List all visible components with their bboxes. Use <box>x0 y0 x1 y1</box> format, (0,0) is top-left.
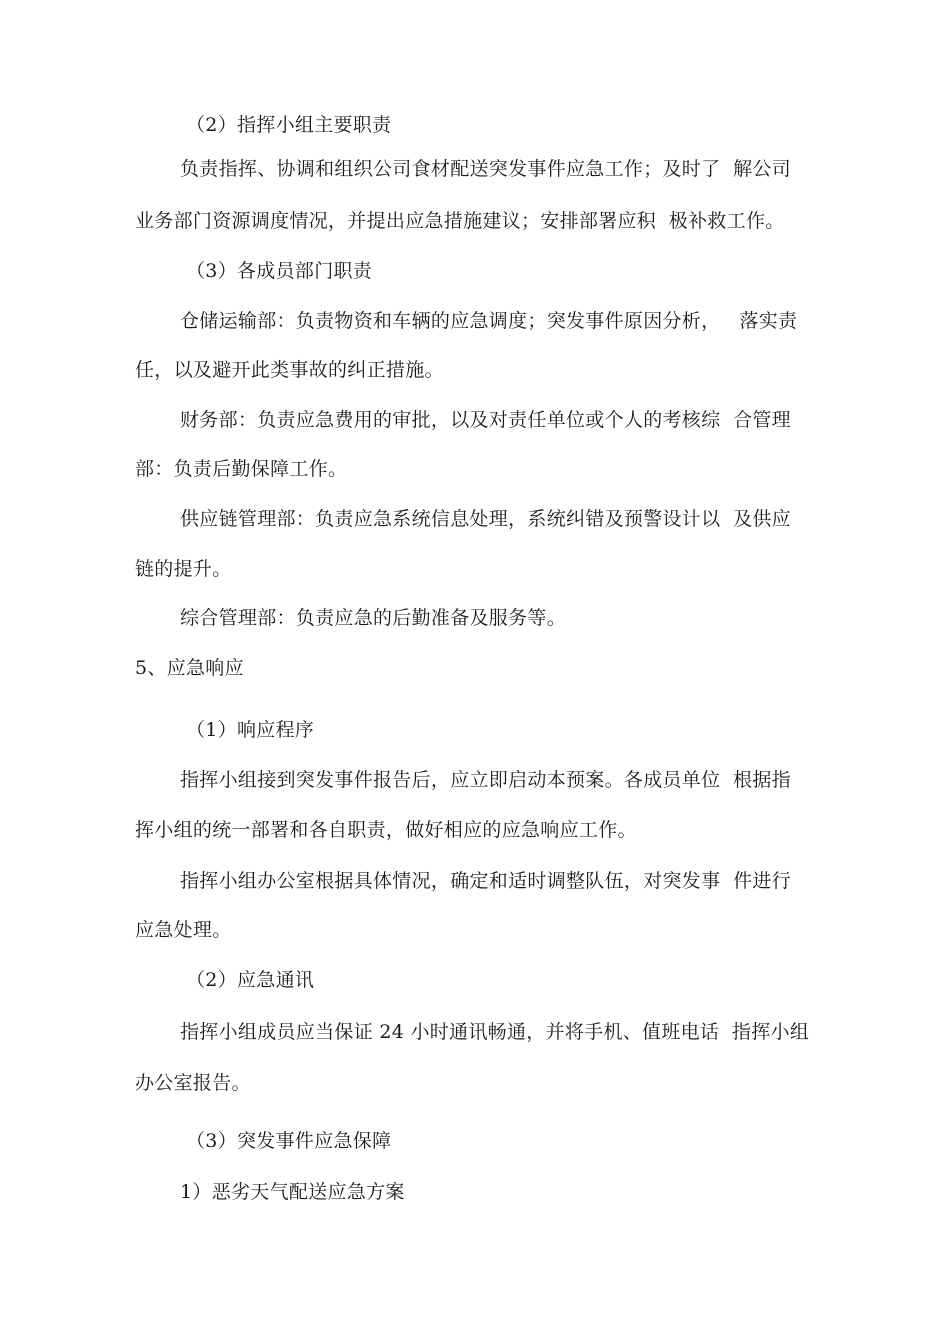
paragraph-line: 应急处理。 <box>135 919 232 941</box>
paragraph-line: 部：负责后勤保障工作。 <box>135 458 348 480</box>
heading-member-dept-duties: （3）各成员部门职责 <box>186 260 373 282</box>
paragraph-line: 综合管理部：负责应急的后勤准备及服务等。 <box>180 607 567 629</box>
section-heading-emergency-response: 5、应急响应 <box>135 657 244 679</box>
heading-emergency-communication: （2）应急通讯 <box>186 969 315 991</box>
paragraph-line: 指挥小组成员应当保证 24 小时通讯畅通，并将手机、值班电话 指挥小组 <box>180 1021 810 1043</box>
paragraph-line: 业务部门资源调度情况，并提出应急措施建议；安排部署应积 极补救工作。 <box>135 210 785 232</box>
heading-response-procedure: （1）响应程序 <box>186 719 315 741</box>
paragraph-line: 供应链管理部：负责应急系统信息处理，系统纠错及预警设计以 及供应 <box>180 508 791 530</box>
heading-command-group-duties: （2）指挥小组主要职责 <box>186 114 392 136</box>
paragraph-line: 指挥小组办公室根据具体情况，确定和适时调整队伍，对突发事 件进行 <box>180 870 791 892</box>
paragraph-line: 链的提升。 <box>135 558 232 580</box>
paragraph-line: 指挥小组接到突发事件报告后，应立即启动本预案。各成员单位 根据指 <box>180 769 791 791</box>
heading-bad-weather-plan: 1）恶劣天气配送应急方案 <box>180 1181 405 1203</box>
paragraph-line: 办公室报告。 <box>135 1072 251 1094</box>
paragraph-line: 负责指挥、协调和组织公司食材配送突发事件应急工作；及时了 解公司 <box>180 158 791 180</box>
paragraph-line: 仓储运输部：负责物资和车辆的应急调度；突发事件原因分析， 落实责 <box>180 310 798 332</box>
paragraph-line: 挥小组的统一部署和各自职责，做好相应的应急响应工作。 <box>135 819 637 841</box>
paragraph-line: 任，以及避开此类事故的纠正措施。 <box>135 359 444 381</box>
paragraph-line: 财务部：负责应急费用的审批，以及对责任单位或个人的考核综 合管理 <box>180 409 791 431</box>
heading-emergency-guarantee: （3）突发事件应急保障 <box>186 1130 392 1152</box>
